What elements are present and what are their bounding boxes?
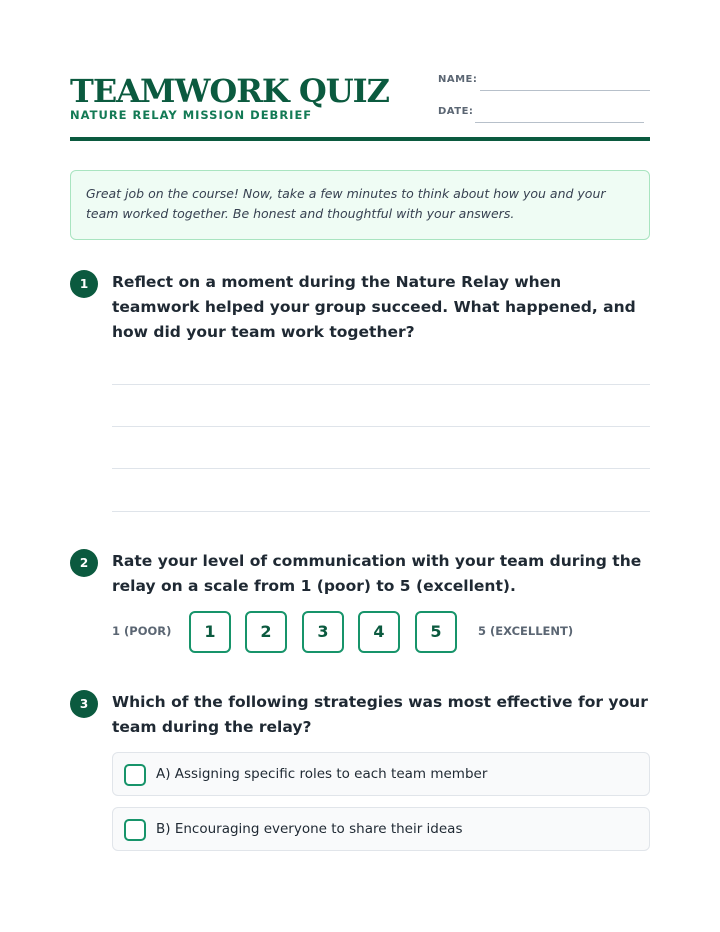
rating-option-3[interactable]: 3 (302, 611, 344, 653)
rating-option-2[interactable]: 2 (245, 611, 287, 653)
option-a-label: A) Assigning specific roles to each team member (156, 766, 488, 782)
answer-line[interactable] (112, 384, 650, 385)
question-number-badge: 3 (70, 690, 98, 718)
page-subtitle: NATURE RELAY MISSION DEBRIEF (70, 108, 313, 122)
question-number-badge: 2 (70, 549, 98, 577)
question-text: Reflect on a moment during the Nature Relay when teamwork helped your group succeed. What happened, and how did your team work together? (112, 273, 636, 341)
scale-low-label: 1 (POOR) (112, 624, 172, 638)
answer-line[interactable] (112, 511, 650, 512)
option-a[interactable] (112, 752, 650, 796)
name-label: NAME: (438, 74, 478, 85)
question-number-badge: 1 (70, 270, 98, 298)
rating-option-4[interactable]: 4 (358, 611, 400, 653)
option-a-checkbox[interactable] (124, 764, 146, 786)
rating-scale (112, 611, 650, 653)
rating-option-1[interactable]: 1 (189, 611, 231, 653)
date-line[interactable] (475, 122, 644, 123)
question-text: Rate your level of communication with your team during the relay on a scale from 1 (poor) to 5 (excellent). (112, 552, 642, 595)
option-b[interactable] (112, 807, 650, 851)
name-field[interactable] (438, 74, 650, 94)
worksheet-header (70, 70, 650, 142)
quiz-page (70, 0, 650, 932)
date-label: DATE: (438, 106, 474, 117)
rating-option-5[interactable]: 5 (415, 611, 457, 653)
scale-high-label: 5 (EXCELLENT) (478, 624, 574, 638)
intro-text: Great job on the course! Now, take a few minutes to think about how you and your team worked together. Be honest and thoughtful with your answers. (86, 186, 606, 221)
answer-line[interactable] (112, 468, 650, 469)
option-b-checkbox[interactable] (124, 819, 146, 841)
question-text: Which of the following strategies was most effective for your team during the relay? (112, 693, 648, 736)
intro-box (70, 170, 650, 240)
answer-line[interactable] (112, 426, 650, 427)
date-field[interactable] (438, 106, 650, 126)
page-title: TEAMWORK QUIZ (70, 72, 389, 110)
name-line[interactable] (480, 90, 650, 91)
header-divider (70, 137, 650, 141)
option-b-label: B) Encouraging everyone to share their ideas (156, 821, 463, 837)
